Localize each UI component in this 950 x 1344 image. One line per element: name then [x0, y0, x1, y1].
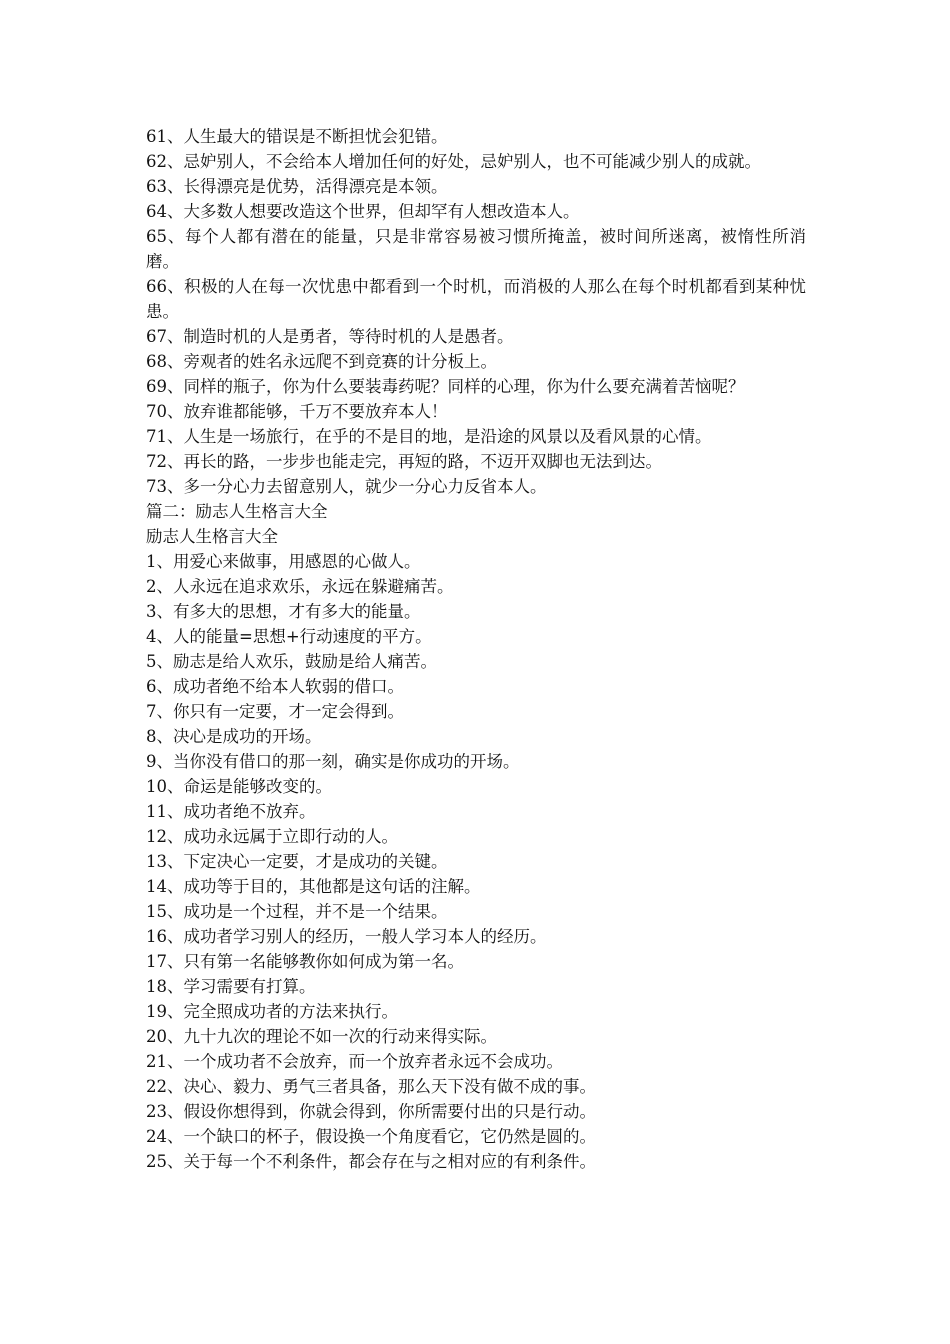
- quote-line: 21、一个成功者不会放弃，而一个放弃者永远不会成功。: [146, 1052, 563, 1071]
- quote-line: 61、人生最大的错误是不断担忧会犯错。: [146, 127, 448, 146]
- quote-line: 63、长得漂亮是优势，活得漂亮是本领。: [146, 177, 448, 196]
- section-title: 励志人生格言大全: [146, 527, 278, 546]
- quote-line: 69、同样的瓶子，你为什么要装毒药呢？同样的心理，你为什么要充满着苦恼呢？: [146, 377, 745, 396]
- quote-line: 66、积极的人在每一次忧患中都看到一个时机，而消极的人那么在每个时机都看到某种忧患。: [146, 277, 806, 321]
- quote-line: 62、忌妒别人，不会给本人增加任何的好处，忌妒别人，也不可能减少别人的成就。: [146, 152, 761, 171]
- quote-line: 25、关于每一个不利条件，都会存在与之相对应的有利条件。: [146, 1152, 596, 1171]
- quote-line: 2、人永远在追求欢乐，永远在躲避痛苦。: [146, 577, 454, 596]
- quote-line: 1、用爱心来做事，用感恩的心做人。: [146, 552, 421, 571]
- section-heading: 篇二：励志人生格言大全: [146, 502, 328, 521]
- quote-line: 24、一个缺口的杯子，假设换一个角度看它，它仍然是圆的。: [146, 1127, 596, 1146]
- quote-line: 10、命运是能够改变的。: [146, 777, 332, 796]
- quote-line: 71、人生是一场旅行，在乎的不是目的地，是沿途的风景以及看风景的心情。: [146, 427, 712, 446]
- quote-line: 4、人的能量=思想+行动速度的平方。: [146, 627, 432, 646]
- quote-line: 70、放弃谁都能够，千万不要放弃本人！: [146, 402, 448, 421]
- quote-line: 16、成功者学习别人的经历，一般人学习本人的经历。: [146, 927, 547, 946]
- quote-line: 72、再长的路，一步步也能走完，再短的路，不迈开双脚也无法到达。: [146, 452, 662, 471]
- quote-line: 67、制造时机的人是勇者，等待时机的人是愚者。: [146, 327, 514, 346]
- quote-line: 12、成功永远属于立即行动的人。: [146, 827, 398, 846]
- quote-line: 19、完全照成功者的方法来执行。: [146, 1002, 398, 1021]
- quote-line: 18、学习需要有打算。: [146, 977, 316, 996]
- quote-line: 6、成功者绝不给本人软弱的借口。: [146, 677, 404, 696]
- quote-line: 14、成功等于目的，其他都是这句话的注解。: [146, 877, 481, 896]
- quote-line: 8、决心是成功的开场。: [146, 727, 322, 746]
- quote-line: 23、假设你想得到，你就会得到，你所需要付出的只是行动。: [146, 1102, 596, 1121]
- quote-line: 9、当你没有借口的那一刻，确实是你成功的开场。: [146, 752, 520, 771]
- quote-line: 3、有多大的思想，才有多大的能量。: [146, 602, 421, 621]
- quote-line: 11、成功者绝不放弃。: [146, 802, 316, 821]
- quote-line: 20、九十九次的理论不如一次的行动来得实际。: [146, 1027, 497, 1046]
- quote-line: 13、下定决心一定要，才是成功的关键。: [146, 852, 448, 871]
- quote-line: 65、每个人都有潜在的能量，只是非常容易被习惯所掩盖，被时间所迷离，被惰性所消磨。: [146, 227, 806, 271]
- quote-line: 15、成功是一个过程，并不是一个结果。: [146, 902, 448, 921]
- quote-line: 22、决心、毅力、勇气三者具备，那么天下没有做不成的事。: [146, 1077, 596, 1096]
- quote-line: 17、只有第一名能够教你如何成为第一名。: [146, 952, 464, 971]
- quote-line: 64、大多数人想要改造这个世界，但却罕有人想改造本人。: [146, 202, 580, 221]
- document-body: [146, 124, 806, 1174]
- quote-line: 68、旁观者的姓名永远爬不到竞赛的计分板上。: [146, 352, 497, 371]
- quote-line: 7、你只有一定要，才一定会得到。: [146, 702, 404, 721]
- quote-line: 73、多一分心力去留意别人，就少一分心力反省本人。: [146, 477, 547, 496]
- quote-line: 5、励志是给人欢乐，鼓励是给人痛苦。: [146, 652, 437, 671]
